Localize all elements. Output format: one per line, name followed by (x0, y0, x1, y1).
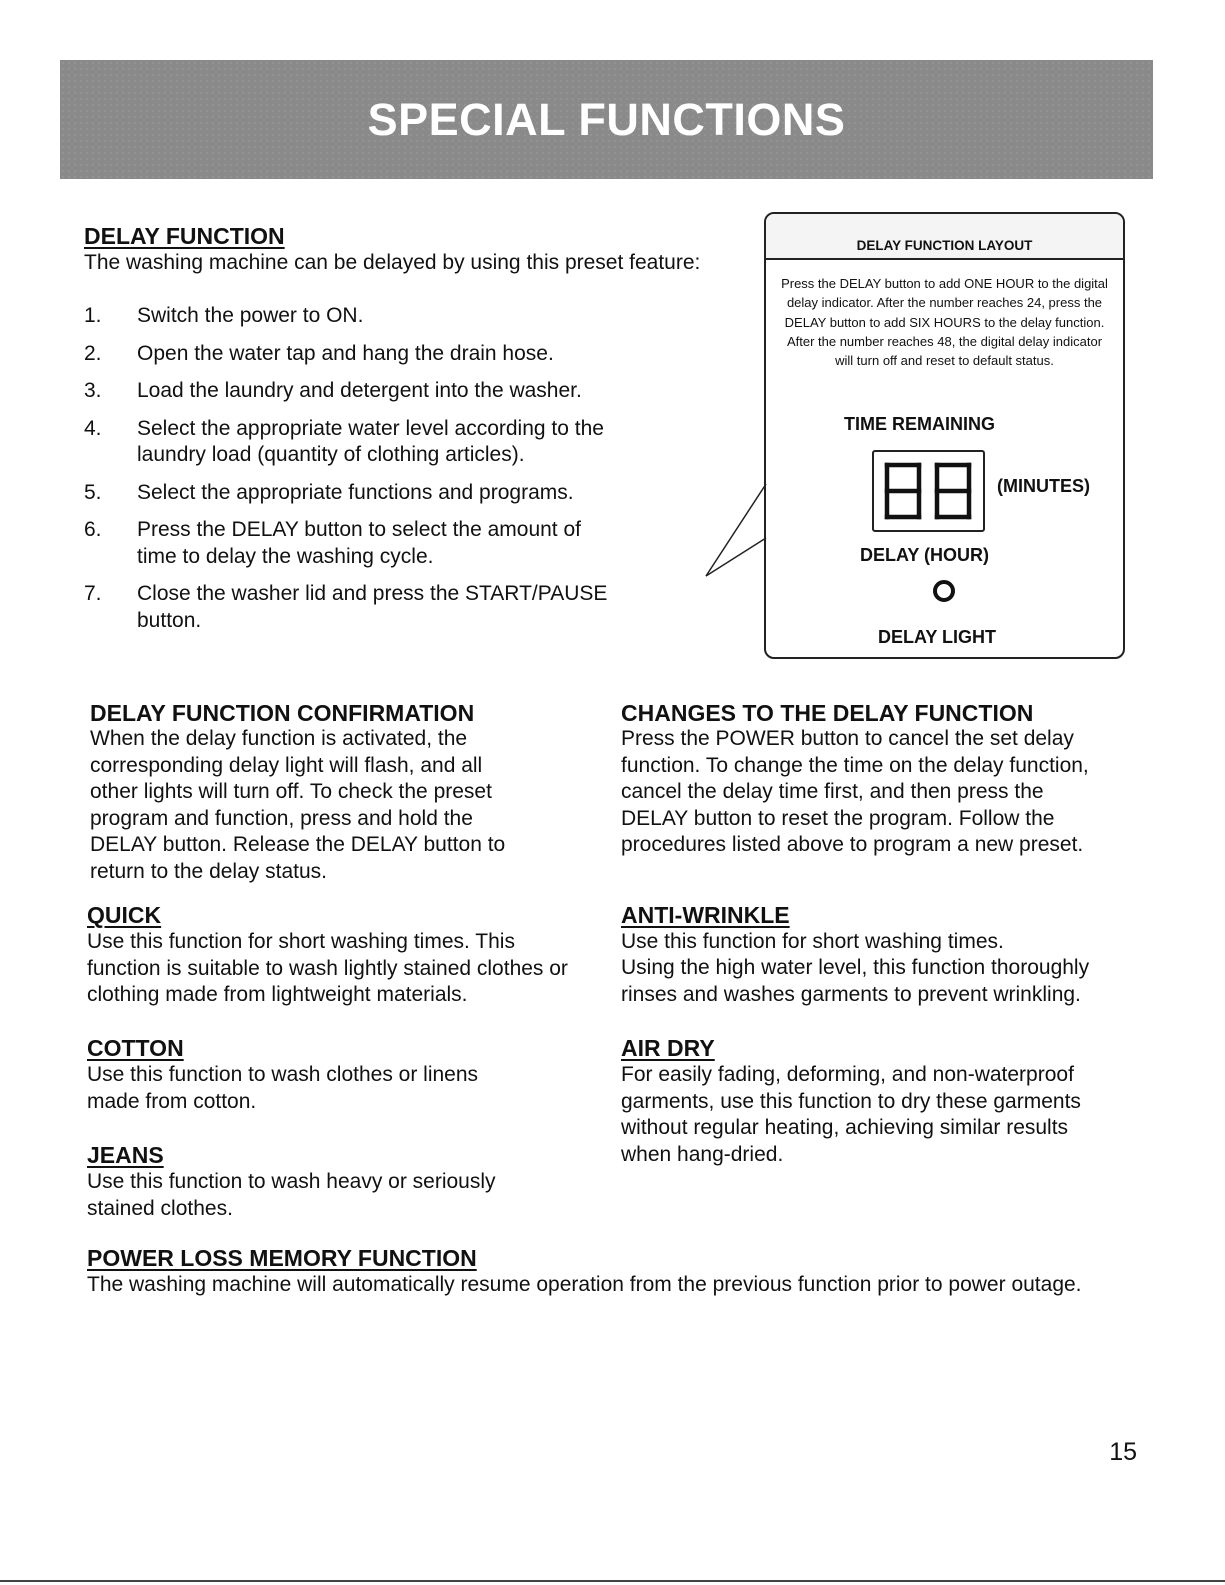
delay-function-heading: DELAY FUNCTION (84, 223, 285, 249)
seven-segment-digits-icon (879, 459, 979, 523)
cotton-text: Use this function to wash clothes or linens made from cotton. (87, 1063, 479, 1113)
air-dry-heading: AIR DRY (621, 1035, 715, 1061)
step-number: 1. (84, 304, 102, 327)
layout-title-bar (766, 214, 1123, 260)
jeans-heading: JEANS (87, 1142, 164, 1168)
power-loss-heading: POWER LOSS MEMORY FUNCTION (87, 1245, 477, 1271)
cotton-heading: COTTON (87, 1035, 184, 1061)
list-item (84, 303, 684, 330)
step-number: 7. (84, 582, 102, 605)
list-item (84, 341, 684, 368)
power-loss-text: The washing machine will automatically resume operation from the previous function prior to power outage. (87, 1273, 1082, 1296)
step-number: 2. (84, 341, 102, 365)
anti-wrinkle-heading: ANTI-WRINKLE (621, 902, 790, 928)
step-text: Load the laundry and detergent into the washer. (137, 379, 582, 402)
bottom-edge-line (0, 1580, 1225, 1582)
step-text: Open the water tap and hang the drain hose. (137, 341, 554, 365)
page-title: SPECIAL FUNCTIONS (367, 93, 846, 145)
digital-delay-display (872, 450, 985, 532)
changes-text: Press the POWER button to cancel the set delay function. To change the time on the delay function, cancel the delay time first, and then press the DELAY button to reset the program. Follow the procedures listed above to program a new preset. (621, 727, 1089, 856)
delay-light-indicator-icon (933, 580, 955, 602)
anti-wrinkle-text-2: Using the high water level, this function thoroughly rinses and washes garments to prevent wrinkling. (621, 956, 1090, 1006)
confirmation-text: When the delay function is activated, the corresponding delay light will flash, and all other lights will turn off. To check the preset program and function, press and hold the DELAY button. Release the DELAY button to return to the delay status. (90, 727, 506, 883)
list-item (84, 480, 684, 507)
step-text: Switch the power to ON. (137, 304, 364, 327)
list-item (84, 581, 684, 634)
air-dry-text: For easily fading, deforming, and non-waterproof garments, use this function to dry these garments without regular heating, achieving similar results when hang-dried. (621, 1063, 1081, 1166)
layout-title: DELAY FUNCTION LAYOUT (856, 238, 1033, 253)
layout-note: Press the DELAY button to add ONE HOUR to the digital delay indicator. After the number reaches 24, press the DELAY button to add SIX HOURS to the delay function. After the number reaches 48, the digital delay indicator will turn off and reset to default status. (781, 276, 1108, 369)
quick-heading: QUICK (87, 902, 162, 928)
step-text: Select the appropriate water level according to the laundry load (quantity of clothing articles). (137, 416, 604, 466)
page-number: 15 (1109, 1438, 1137, 1466)
delay-steps-list (84, 303, 684, 645)
list-item (84, 378, 684, 405)
delay-function-layout-box (764, 212, 1125, 659)
quick-text: Use this function for short washing times. This function is suitable to wash lightly stained clothes or clothing made from lightweight materials. (87, 930, 568, 1006)
confirmation-heading: DELAY FUNCTION CONFIRMATION (90, 700, 475, 726)
step-number: 5. (84, 480, 102, 504)
step-number: 6. (84, 518, 102, 541)
list-item (84, 416, 684, 469)
delay-light-label: DELAY LIGHT (878, 627, 997, 647)
time-remaining-label: TIME REMAINING (844, 414, 995, 434)
delay-hour-label: DELAY (HOUR) (860, 545, 990, 565)
anti-wrinkle-text-1: Use this function for short washing times. (621, 930, 1004, 953)
step-number: 4. (84, 416, 102, 440)
changes-heading: CHANGES TO THE DELAY FUNCTION (621, 700, 1034, 726)
title-banner (60, 60, 1153, 179)
step-number: 3. (84, 379, 102, 402)
list-item (84, 517, 684, 570)
step-text: Press the DELAY button to select the amount of time to delay the washing cycle. (137, 518, 581, 568)
delay-function-intro: The washing machine can be delayed by using this preset feature: (84, 251, 701, 274)
minutes-label: (MINUTES) (997, 476, 1090, 496)
step-text: Close the washer lid and press the START/PAUSE button. (137, 582, 608, 632)
jeans-text: Use this function to wash heavy or seriously stained clothes. (87, 1170, 496, 1220)
step-text: Select the appropriate functions and programs. (137, 480, 574, 504)
callout-pointer (700, 470, 770, 580)
